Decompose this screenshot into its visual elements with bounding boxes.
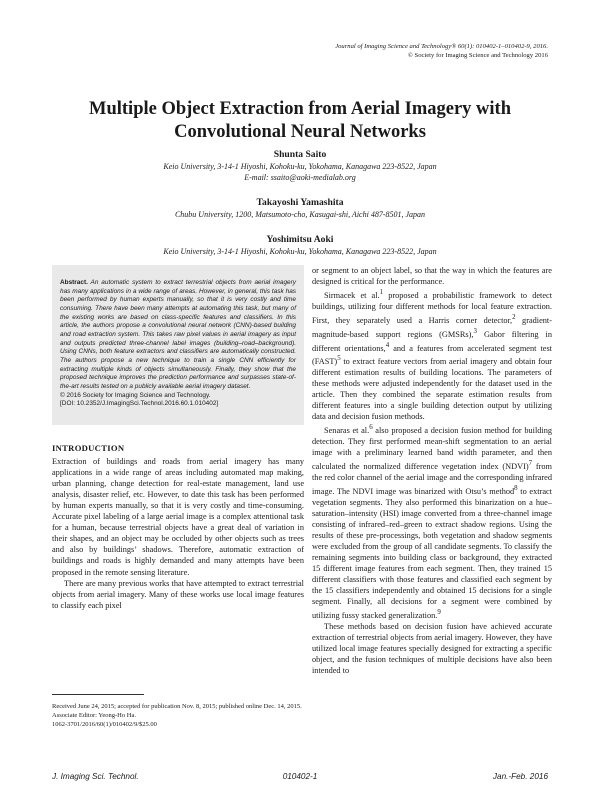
author-name: Shunta Saito	[273, 149, 327, 160]
footer-journal: J. Imaging Sci. Technol.	[52, 772, 139, 781]
author-affiliation: Chubu University, 1200, Matsumoto-cho, Kasugai-shi, Aichi 487-8501, Japan	[174, 210, 426, 219]
right-column	[312, 265, 552, 677]
citation-ref[interactable]: 4	[385, 341, 390, 349]
citation-ref[interactable]: 7	[528, 460, 533, 468]
journal-citation: Journal of Imaging Science and Technology® 60(1): 010402-1–010402-9, 2016.	[335, 43, 548, 50]
society-copyright: © Society for Imaging Science and Technology 2016	[407, 52, 548, 59]
author-block-1	[52, 148, 548, 183]
left-column	[52, 443, 304, 611]
intro-paragraph-2: There are many previous works that have attempted to extract terrestrial objects from aerial imagery. Many of these works use local image features to classify each pixel	[52, 578, 304, 610]
citation-ref[interactable]: 5	[337, 355, 341, 363]
footnote-divider	[52, 694, 144, 695]
intro-paragraph-1: Extraction of buildings and roads from aerial imagery has many applications in a wide range of areas including automated map making, urban planning, change detection for real-estate management, land use analysis, disaster relief, etc. However, to date this task has been performed by human experts manually, so that it is very costly and time-consuming. Accurate pixel labeling of a large aerial image is a complex attentional task for a human, because terrestrial objects have a great deal of variation in their shapes, and an object may be occluded by other objects such as trees and also by buildings’ shadows. Therefore, automatic extraction of buildings and roads is highly demanded and many attempts have been proposed in the remote sensing literature.	[52, 457, 304, 577]
author-name: Takayoshi Yamashita	[256, 197, 344, 208]
body-paragraph-continued: or segment to an object label, so that the way in which the features are designed is critical for the performance.	[312, 266, 552, 287]
body-paragraph-sirmacek: Sirmacek et al.$^1$ proposed a probabilistic framework to detect buildings, utilizing four different methods for local feature extraction. First, they separately used a Harris corner detector,$^2$ gradient-magnitude-based support regions (GMSRs),$^3$ Gabor filtering in different orientations,$^4$ and a features from accelerated segment test (FAST)$^5$ to extract feature vectors from aerial imagery and obtain four different estimation results of building locations. The parameters of these methods were adjusted independently for the dataset used in the article. Then they combined the separate estimation results from different features into a single building detection output by utilizing data and decision fusion methods.	[312, 289, 553, 422]
journal-header	[218, 42, 548, 60]
citation-ref[interactable]: 2	[512, 313, 516, 321]
body-paragraph-decision-fusion: These methods based on decision fusion have achieved accurate extraction of terrestrial objects from aerial imagery. However, they have utilized local image features specially designed for extracting a specific object, and the fusion techniques of multiple decisions have also been intended to	[312, 622, 552, 676]
citation-ref[interactable]: 3	[473, 327, 477, 335]
title-line-2: Convolutional Neural Networks	[174, 122, 426, 142]
body-paragraph-senaras: Senaras et al.$^6$ also proposed a decision fusion method for building detection. They first performed mean-shift segmentation to an aerial image with a preliminary learned band width parameter, and then calculated the normalized difference vegetation index (NDVI)$^7$ from the red color channel of the aerial image and the corresponding infrared image. The NDVI image was binarized with Otsu’s method$^8$ to extract vegetation segments. They also performed this binarization on a hue–saturation–intensity (HSI) image converted from a three-channel image consisting of infrared–red–green to extract shadow regions. Using the results of these pre-processings, both vegetation and shadow segments were excluded from the group of all candidate segments. To classify the remaining segments into building class or background, they extracted 15 different image features from each segment. Then, they trained 15 different classifiers with those features and classified each segment by the 15 classifiers independently and obtained 15 decisions for a single segment. Finally, all decisions for a segment were combined by utilizing fussy stacked generalization.$^9$	[312, 424, 552, 621]
section-heading-introduction: INTRODUCTION	[52, 443, 125, 453]
citation-ref[interactable]: 8	[514, 485, 518, 493]
title-line-1: Multiple Object Extraction from Aerial Imagery with	[89, 99, 511, 119]
abstract-box	[52, 265, 304, 425]
citation-ref[interactable]: 9	[437, 609, 441, 617]
author-affiliation: Keio University, 3-14-1 Hiyoshi, Kohoku-ku, Yokohama, Kanagawa 223-8522, Japan	[163, 162, 437, 171]
citation-ref[interactable]: 6	[369, 424, 373, 432]
footnote-issn: 1062-3701/2016/60(1)/010402/9/$25.00	[52, 721, 157, 728]
abstract-text: An automatic system to extract terrestrial objects from aerial imagery has many applications in a wide range of areas. However, in general, this task has been performed by human experts manually, so that it is very costly and time consuming. There have been many attempts at automating this task, but many of the existing works are based on class-specific features and classifiers. In this article, the authors propose a convolutional neural network (CNN)-based building and road extraction system. This takes raw pixel values in aerial imagery as input and outputs predicted three-channel label images (building–road–background). Using CNNs, both feature extractors and classifiers are automatically constructed. The authors propose a new technique to train a single CNN efficiently for extracting multiple kinds of objects simultaneously. Finally, they show that the proposed technique improves the prediction performance and surpasses state-of-the-art results tested on a publicly available aerial imagery dataset.	[60, 279, 296, 390]
citation-ref[interactable]: 1	[379, 289, 384, 297]
abstract-doi[interactable]: [DOI: 10.2352/J.ImagingSci.Technol.2016.60.1.010402]	[60, 400, 219, 408]
footer-page-number: 010402-1	[282, 772, 318, 781]
abstract-label: Abstract.	[60, 279, 88, 286]
footer-date: Jan.-Feb. 2016	[492, 772, 548, 781]
footnote	[52, 702, 304, 729]
abstract-copyright: © 2016 Society for Imaging Science and Technology.	[60, 391, 211, 399]
author-email[interactable]: E-mail: ssaito@aoki-medialab.org	[244, 173, 356, 182]
paper-title	[52, 98, 548, 144]
footnote-received: Received June 24, 2015; accepted for publication Nov. 8, 2015; published online Dec. 14, 2015. Associate Editor: Yeong-Ho Ha.	[52, 703, 302, 719]
author-block-2	[52, 196, 548, 220]
author-block-3	[52, 233, 548, 257]
author-affiliation: Keio University, 3-14-1 Hiyoshi, Kohoku-ku, Yokohama, Kanagawa 223-8522, Japan	[163, 247, 437, 256]
author-name: Yoshimitsu Aoki	[266, 234, 334, 245]
